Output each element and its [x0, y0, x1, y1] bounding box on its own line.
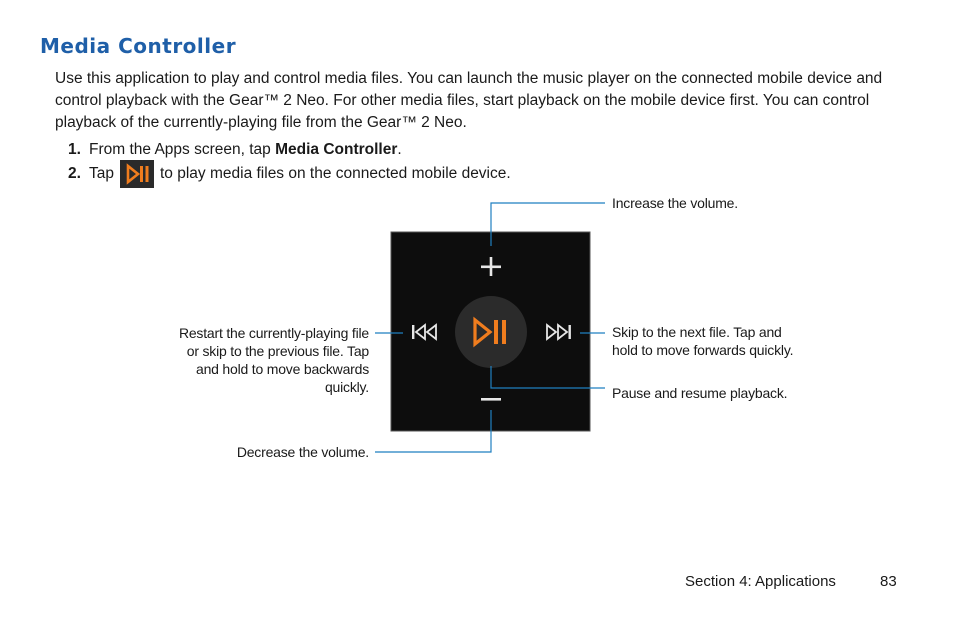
- step-text-end: to play media files on the connected mobile device.: [160, 165, 511, 182]
- step-number: 1.: [68, 141, 81, 158]
- next-callout: [612, 323, 793, 359]
- step-number: 2.: [68, 165, 81, 182]
- callout-line: hold to move forwards quickly.: [612, 342, 794, 358]
- minus-icon[interactable]: [481, 398, 501, 401]
- page-number: 83: [880, 573, 897, 590]
- callout-line: or skip to the previous file. Tap: [186, 343, 369, 359]
- callout-line: Restart the currently-playing file: [178, 325, 369, 341]
- callout-line: Skip to the next file. Tap and: [612, 324, 782, 340]
- play-pause-callout: Pause and resume playback.: [612, 385, 788, 401]
- volume-up-callout: Increase the volume.: [612, 195, 738, 211]
- play-pause-button[interactable]: [455, 296, 527, 368]
- step-text-end: .: [397, 141, 402, 158]
- volume-down-callout: Decrease the volume.: [236, 444, 369, 460]
- step-text: Tap: [89, 165, 114, 182]
- intro-paragraph: Use this application to play and control media files. You can launch the music player on the connected mobile device and control playback with the Gear™ 2 Neo. For other media files, start playback on the mobile device first. You can control playback of the currently-playing file from the Gear™ 2 Neo.: [55, 70, 883, 131]
- callout-line: quickly.: [324, 379, 369, 395]
- step-bold-text: Media Controller: [275, 141, 398, 158]
- page-title: Media Controller: [40, 34, 237, 58]
- step-text: From the Apps screen, tap: [89, 141, 276, 158]
- previous-callout: [140, 324, 369, 396]
- footer-section: Section 4: Applications: [685, 573, 836, 590]
- callout-line: and hold to move backwards: [195, 361, 369, 377]
